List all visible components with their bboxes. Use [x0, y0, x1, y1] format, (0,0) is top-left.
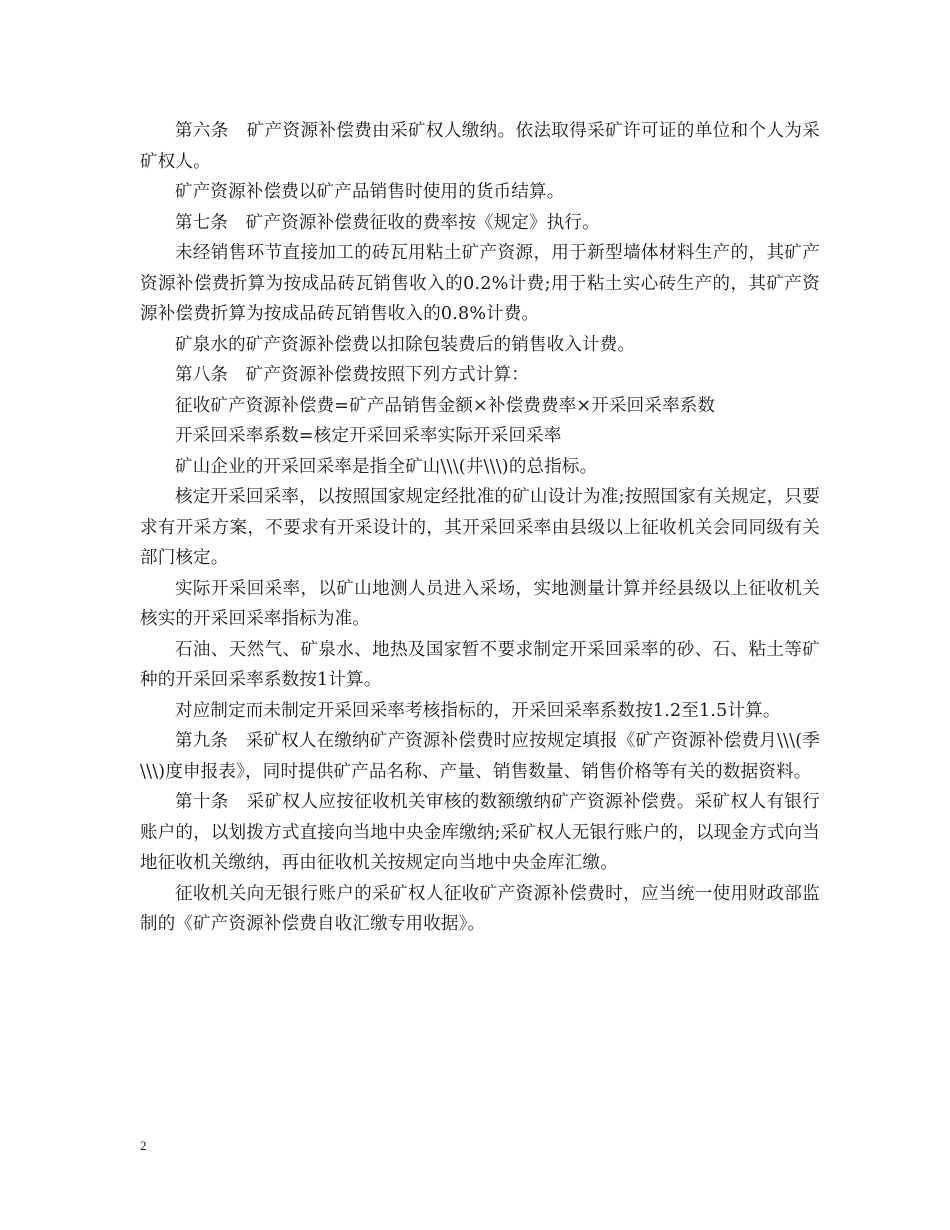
paragraph-article-6: 第六条 矿产资源补偿费由采矿权人缴纳。依法取得采矿许可证的单位和个人为采矿权人。 [140, 121, 820, 172]
paragraph-article-9: 第九条 采矿权人在缴纳矿产资源补偿费时应按规定填报《矿产资源补偿费月\\\(季\\\)度申报表》，同时提供矿产品名称、产量、销售数量、销售价格等有关的数据资料。 [140, 731, 820, 782]
paragraph: 矿产资源补偿费以矿产品销售时使用的货币结算。 [175, 182, 565, 202]
formula-fee: 征收矿产资源补偿费=矿产品销售金额×补偿费费率×开采回采率系数 [175, 395, 716, 416]
paragraph: 对应制定而未制定开采回采率考核指标的，开采回采率系数按1.2至1.5计算。 [175, 700, 781, 721]
paragraph-article-8: 第八条 矿产资源补偿费按照下列方式计算： [175, 365, 529, 385]
paragraph-article-10: 第十条 采矿权人应按征收机关审核的数额缴纳矿产资源补偿费。采矿权人有银行账户的，以划拨方式直接向当地中央金库缴纳;采矿权人无银行账户的，以现金方式向当地征收机关缴纳，再由征收机关按规定向当地中央金库汇缴。 [140, 792, 820, 873]
paragraph-article-7: 第七条 矿产资源补偿费征收的费率按《规定》执行。 [175, 212, 600, 233]
paragraph: 石油、天然气、矿泉水、地热及国家暂不要求制定开采回采率的砂、石、粘土等矿种的开采回采率系数按1计算。 [140, 639, 820, 690]
body-text [140, 116, 820, 940]
paragraph: 矿泉水的矿产资源补偿费以扣除包装费后的销售收入计费。 [175, 334, 636, 355]
paragraph: 未经销售环节直接加工的砖瓦用粘土矿产资源，用于新型墙体材料生产的，其矿产资源补偿费折算为按成品砖瓦销售收入的0.2%计费;用于粘土实心砖生产的，其矿产资源补偿费折算为按成品砖瓦销售收入的0.8%计费。 [140, 243, 820, 324]
paragraph: 核定开采回采率，以按照国家规定经批准的矿山设计为准;按照国家有关规定，只要求有开采方案，不要求有开采设计的，其开采回采率由县级以上征收机关会同同级有关部门核定。 [140, 487, 820, 568]
page-number: 2 [140, 1138, 147, 1153]
paragraph: 实际开采回采率，以矿山地测人员进入采场，实地测量计算并经县级以上征收机关核实的开采回采率指标为准。 [140, 578, 820, 629]
paragraph: 征收机关向无银行账户的采矿权人征收矿产资源补偿费时，应当统一使用财政部监制的《矿产资源补偿费自收汇缴专用收据》。 [140, 883, 820, 934]
paragraph: 矿山企业的开采回采率是指全矿山\\\(井\\\)的总指标。 [175, 456, 598, 477]
formula-coefficient: 开采回采率系数=核定开采回采率实际开采回采率 [175, 426, 562, 446]
